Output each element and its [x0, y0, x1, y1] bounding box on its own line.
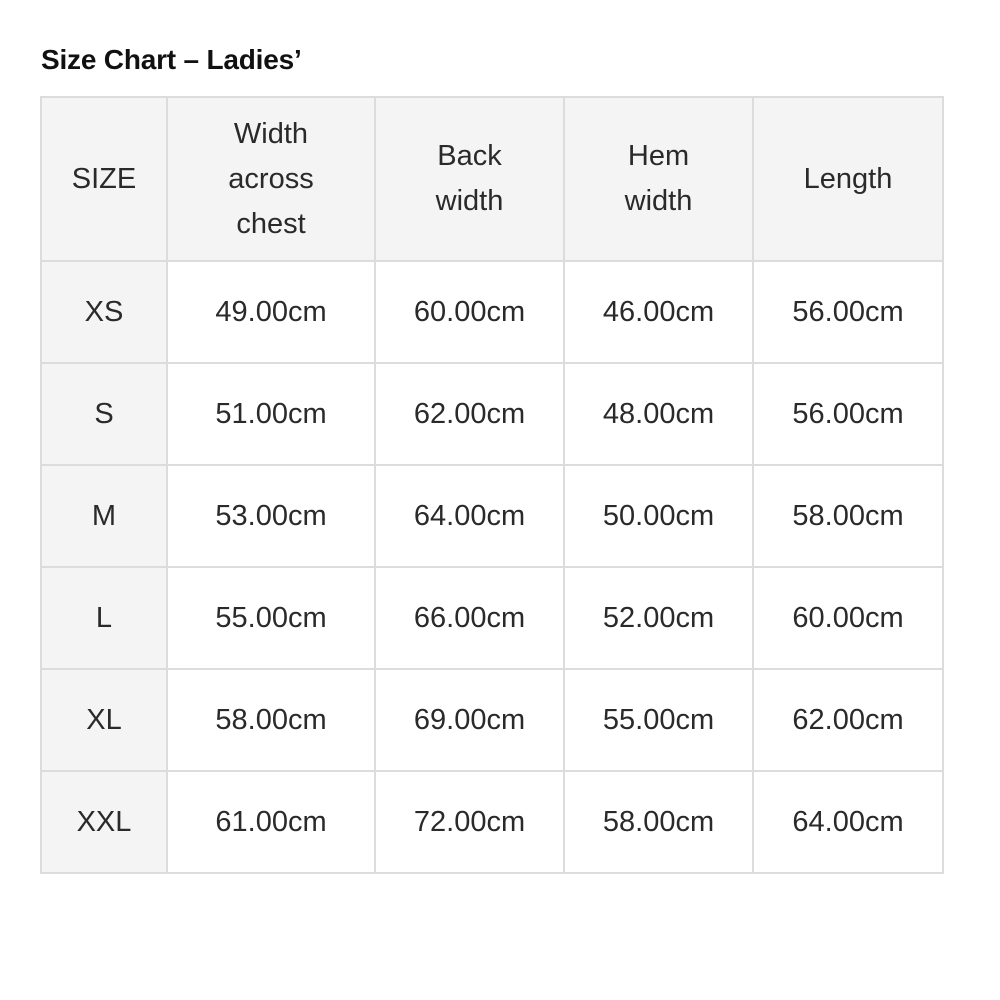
table-header: [41, 97, 943, 261]
table-row: [41, 465, 943, 567]
chest-cell: 58.00cm: [167, 669, 375, 771]
column-header-length: [753, 97, 943, 261]
column-header-back-width: [375, 97, 564, 261]
hem-width-cell: 46.00cm: [564, 261, 753, 363]
chest-cell: 61.00cm: [167, 771, 375, 873]
table-row: [41, 771, 943, 873]
hem-width-cell: 52.00cm: [564, 567, 753, 669]
length-cell: 64.00cm: [753, 771, 943, 873]
page-title: Size Chart – Ladies’: [41, 44, 302, 75]
column-header-back-width-label: Back width: [435, 140, 504, 217]
table-row: [41, 261, 943, 363]
back-width-cell: 66.00cm: [375, 567, 564, 669]
back-width-cell: 69.00cm: [375, 669, 564, 771]
size-cell: XL: [41, 669, 167, 771]
column-header-chest: [167, 97, 375, 261]
chest-cell: 51.00cm: [167, 363, 375, 465]
column-header-length-label: Length: [803, 162, 893, 195]
table-row: [41, 363, 943, 465]
chest-cell: 55.00cm: [167, 567, 375, 669]
hem-width-cell: 55.00cm: [564, 669, 753, 771]
chest-cell: 49.00cm: [167, 261, 375, 363]
length-cell: 58.00cm: [753, 465, 943, 567]
back-width-cell: 62.00cm: [375, 363, 564, 465]
size-cell: XS: [41, 261, 167, 363]
column-header-hem-width: [564, 97, 753, 261]
length-cell: 56.00cm: [753, 261, 943, 363]
chest-cell: 53.00cm: [167, 465, 375, 567]
header-row: [41, 97, 943, 261]
column-header-size: [41, 97, 167, 261]
column-header-hem-width-label: Hem width: [624, 140, 693, 217]
size-cell: L: [41, 567, 167, 669]
table-row: [41, 669, 943, 771]
hem-width-cell: 58.00cm: [564, 771, 753, 873]
hem-width-cell: 50.00cm: [564, 465, 753, 567]
size-cell: XXL: [41, 771, 167, 873]
back-width-cell: 60.00cm: [375, 261, 564, 363]
length-cell: 62.00cm: [753, 669, 943, 771]
back-width-cell: 72.00cm: [375, 771, 564, 873]
size-cell: S: [41, 363, 167, 465]
size-cell: M: [41, 465, 167, 567]
table-row: [41, 567, 943, 669]
hem-width-cell: 48.00cm: [564, 363, 753, 465]
column-header-size-label: SIZE: [71, 162, 137, 195]
length-cell: 60.00cm: [753, 567, 943, 669]
length-cell: 56.00cm: [753, 363, 943, 465]
table-body: [41, 261, 943, 873]
back-width-cell: 64.00cm: [375, 465, 564, 567]
column-header-chest-label: Width across chest: [228, 117, 314, 240]
size-chart-table: [40, 96, 944, 874]
